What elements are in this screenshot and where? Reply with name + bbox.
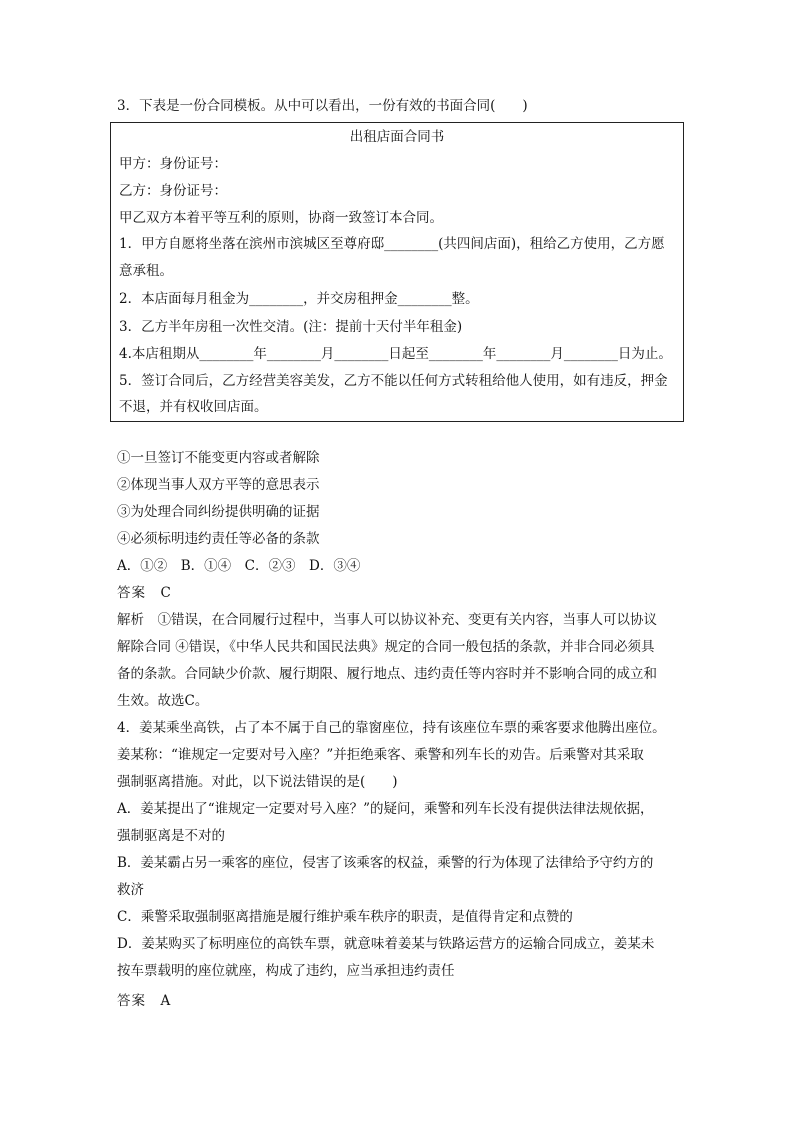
q4-option-line: 强制驱离是不对的 <box>117 828 225 844</box>
contract-line: 3．乙方半年房租一次性交清。(注：提前十天付半年租金) <box>119 319 463 335</box>
q3-analysis-line: 解析 ①错误，在合同履行过程中，当事人可以协议补充、变更有关内容，当事人可以协议 <box>117 612 657 628</box>
q4-option-line: C．乘警采取强制驱离措施是履行维护乘车秩序的职责，是值得肯定和点赞的 <box>117 909 573 925</box>
q4-option-line: 按车票载明的座位就座，构成了违约，应当承担违约责任 <box>117 963 455 979</box>
contract-line: 4.本店租期从________年________月________日起至________年________月________日为止。 <box>119 346 672 362</box>
contract-title: 出租店面合同书 <box>349 129 445 145</box>
contract-line: 意承租。 <box>119 263 173 279</box>
q3-stem: 3．下表是一份合同模板。从中可以看出，一份有效的书面合同( ) <box>117 98 528 114</box>
contract-line: 乙方：身份证号： <box>119 183 227 199</box>
contract-line: 1．甲方自愿将坐落在滨州市滨城区至尊府邸________(共四间店面)，租给乙方使用，乙方愿 <box>119 236 665 252</box>
q3-option-item: ④必须标明违约责任等必备的条款 <box>117 531 320 547</box>
contract-line: 甲方：身份证号： <box>119 156 227 172</box>
contract-line: 5．签订合同后，乙方经营美容美发，乙方不能以任何方式转租给他人使用，如有违反，押金 <box>119 373 668 389</box>
q4-option-line: A．姜某提出了“谁规定一定要对号入座？”的疑问，乘警和列车长没有提供法律法规依据， <box>117 801 654 817</box>
q3-analysis-line: 备的条款。合同缺少价款、履行期限、履行地点、违约责任等内容时并不影响合同的成立和 <box>117 666 657 682</box>
contract-line: 2．本店面每月租金为________，并交房租押金________整。 <box>119 291 479 307</box>
q4-option-line: 救济 <box>117 882 144 898</box>
contract-line: 甲乙双方本着平等互利的原则，协商一致签订本合同。 <box>119 210 443 226</box>
q4-stem-line: 4．姜某乘坐高铁，占了本不属于自己的靠窗座位，持有该座位车票的乘客要求他腾出座位。 <box>117 720 666 736</box>
contract-line: 不退，并有权收回店面。 <box>119 399 268 415</box>
q4-answer: 答案 A <box>117 993 172 1009</box>
q3-analysis-line: 生效。故选C。 <box>117 693 209 709</box>
q4-option-line: D．姜某购买了标明座位的高铁车票，就意味着姜某与铁路运营方的运输合同成立，姜某未 <box>117 936 655 952</box>
q3-option-item: ①一旦签订不能变更内容或者解除 <box>117 450 320 466</box>
q3-choices: A．①② B．①④ C．②③ D．③④ <box>117 558 361 574</box>
q4-stem-line: 强制驱离措施。对此，以下说法错误的是( ) <box>117 774 398 790</box>
q4-option-line: B．姜某霸占另一乘客的座位，侵害了该乘客的权益，乘警的行为体现了法律给予守约方的 <box>117 855 654 871</box>
q3-option-item: ③为处理合同纠纷提供明确的证据 <box>117 504 320 520</box>
q3-answer: 答案 C <box>117 585 172 601</box>
q3-option-item: ②体现当事人双方平等的意思表示 <box>117 477 320 493</box>
q4-stem-line: 姜某称：“谁规定一定要对号入座？”并拒绝乘客、乘警和列车长的劝告。后乘警对其采取 <box>117 747 644 763</box>
contract-template-box <box>110 122 684 422</box>
q3-analysis-line: 解除合同 ④错误，《中华人民共和国民法典》规定的合同一般包括的条款，并非合同必须具 <box>117 639 655 655</box>
